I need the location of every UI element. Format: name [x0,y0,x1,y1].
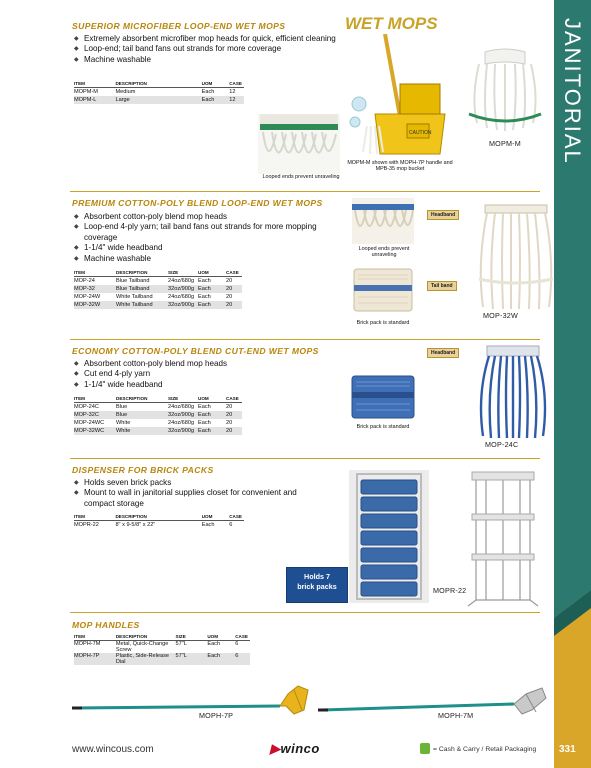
col-header: UOM [202,81,230,88]
winco-logo [270,741,320,757]
col-header: CASE [235,634,248,639]
table-row [74,411,242,419]
section-title-cotton-cut: ECONOMY COTTON-POLY BLEND CUT-END WET MOPS [72,346,319,356]
bullet: ◆ 1-1/4" wide headband [74,243,344,253]
table-row [74,427,242,435]
cell: Each [198,294,211,300]
cell: 57"L [176,653,208,665]
section-title-dispenser: DISPENSER FOR BRICK PACKS [72,465,214,475]
cell: Each [198,278,211,284]
brick-pack-white-photo [352,265,414,315]
bullet: ◆ Extremely absorbent microfiber mop heads for quick, efficient cleaning [74,34,339,44]
cell: Plastic, Side-Release Dial [116,653,176,665]
spec-table-cotton-cut [74,396,242,435]
model-mopr-22: MOPR-22 [433,586,467,595]
bullet: ◆ Mount to wall in janitorial supplies closet for convenient and compact storage [74,488,314,509]
winco-logo-swoosh: ▶ [270,741,281,756]
cell: Blue Tailband [116,278,150,284]
bullet: ◆ Machine washable [74,254,344,264]
table-row [74,419,242,427]
section-divider [70,458,540,459]
model-moph-7p: MOPH-7P [199,711,234,720]
cell: MOP-24C [74,404,99,410]
cell: 20 [226,420,233,426]
cell: White Tailband [116,294,153,300]
col-header: ITEM [74,270,116,277]
col-header: UOM [202,514,230,521]
cell: 12 [229,96,244,104]
spec-table-microfiber [74,81,244,104]
cell: 20 [226,404,233,410]
cell: Each [198,285,226,293]
cell: Each [198,404,211,410]
table-row [74,521,244,530]
svg-text:CAUTION: CAUTION [409,130,432,136]
cell: MOPR-22 [74,522,99,528]
cell: 12 [229,89,236,95]
col-header: DESCRIPTION [115,81,201,88]
cell: MOP-24W [74,294,101,300]
table-row [74,293,242,301]
cell: Metal, Quick-Change Screw [115,641,169,653]
table-row [74,96,244,104]
cell: MOP-24WC [74,420,105,426]
cell: Each [198,301,226,309]
bullet: ◆ Loop-end 4-ply yarn; tail band fans out strands for more mopping coverage [74,222,344,243]
footer-url[interactable]: www.wincous.com [72,744,154,755]
col-header: UOM [198,396,226,403]
col-header: DESCRIPTION [115,514,201,521]
col-header: CASE [229,514,242,519]
section-title-microfiber: SUPERIOR MICROFIBER LOOP-END WET MOPS [72,21,286,31]
cell: MOP-32 [74,285,116,293]
cell: 24oz/680g [168,404,195,410]
section-divider [70,191,540,192]
table-row [74,285,242,293]
cell: MOP-24 [74,278,95,284]
col-header: SIZE [168,396,198,403]
cell: Blue Tailband [116,285,168,293]
cell: MOPH-7M [74,641,101,647]
cell: White [116,420,131,426]
table-row [74,301,242,309]
cell: MOP-32C [74,411,116,419]
cell: Each [201,89,215,95]
cell: 32oz/900g [168,301,198,309]
cell: Large [115,96,201,104]
cell: 20 [226,294,233,300]
tag-headband: Headband [427,210,459,220]
bullet: ◆ 1-1/4" wide headband [74,380,339,390]
caption-bucket: MOPM-M shown with MOPH-7P handle and MPB-35 mop bucket [347,160,453,173]
cell: MOP-32W [74,301,116,309]
section-divider [70,339,540,340]
bullet: ◆ Loop-end; tail band fans out strands for more coverage [74,44,339,54]
cell: 6 [235,641,239,647]
winco-logo-text: winco [280,741,320,756]
col-header: UOM [198,270,226,277]
table-row [74,641,250,654]
table-row [74,277,242,286]
cash-carry-legend: = Cash & Carry / Retail Packaging [433,746,537,753]
caption-looped-cotton: Looped ends prevent unraveling [358,246,410,259]
microfiber-loop-photo [258,114,340,174]
cell: 24oz/680g [168,294,195,300]
table-row [74,653,250,665]
bullet: ◆ Absorbent cotton-poly blend mop heads [74,359,339,369]
cell: 32oz/900g [168,411,198,419]
bullets-cotton-loop [74,212,344,264]
spec-table-dispenser [74,514,244,529]
table-row [74,403,242,412]
col-header: ITEM [74,634,116,641]
col-header: ITEM [74,81,115,88]
bullets-dispenser [74,478,314,509]
cell: Each [207,641,221,647]
spec-table-cotton-loop [74,270,242,309]
dispenser-loaded-photo [349,470,429,603]
model-mop-32w: MOP-32W [483,311,518,320]
col-header: CASE [226,270,242,277]
cell: 57"L [175,641,187,647]
cell: MOP-32WC [74,427,116,435]
section-title-cotton-loop: PREMIUM COTTON-POLY BLEND LOOP-END WET MOPS [72,198,323,208]
cell: White [116,427,168,435]
bullets-cotton-cut [74,359,339,390]
mopm-m-photo [463,48,547,133]
cell: 32oz/900g [168,285,198,293]
model-moph-7m: MOPH-7M [438,711,474,720]
tag-headband-cut: Headband [427,348,459,358]
col-header: ITEM [74,396,116,403]
model-mop-24c: MOP-24C [485,440,519,449]
wet-mops-heading: WET MOPS [345,14,438,33]
cotton-loop-photo [352,198,414,244]
section-title-handles: MOP HANDLES [72,620,140,630]
col-header: SIZE [176,634,208,641]
bucket-photo [345,34,455,159]
cell: Blue [116,404,128,410]
mop-32w-photo [475,203,557,311]
bullet: ◆ Holds seven brick packs [74,478,314,488]
bullet: ◆ Cut end 4-ply yarn [74,369,339,379]
cell: 20 [226,411,242,419]
cell: 6 [229,522,233,528]
corner-decoration [554,590,591,768]
cell: Each [201,522,215,528]
moph-7m-handle-photo [318,680,548,720]
tag-tailband: Tail band [427,281,457,291]
cell: Medium [115,89,136,95]
section-divider [70,612,540,613]
col-header: CASE [229,81,242,86]
brick-pack-blue-photo [350,372,416,422]
col-header: SIZE [168,270,198,277]
bullet: ◆ Machine washable [74,55,339,65]
holds-7-badge [286,567,348,603]
cell: 20 [226,427,242,435]
bullets-microfiber [74,34,339,65]
bullet: ◆ Absorbent cotton-poly blend mop heads [74,212,344,222]
table-row [74,88,244,97]
col-header: DESCRIPTION [116,270,168,277]
col-header: CASE [226,396,242,403]
model-mopm-m: MOPM-M [489,139,521,148]
moph-7p-handle-photo [72,680,312,720]
caption-looped-microfiber: Looped ends prevent unraveling [262,174,340,180]
cell: 8" x 9-5/8" x 22" [115,522,156,528]
cell: 24oz/680g [168,420,195,426]
page-number: 331 [559,744,576,755]
cell: 6 [235,653,250,665]
col-header: UOM [207,634,235,641]
mop-24c-photo [473,344,553,439]
cell: MOPH-7P [74,653,116,665]
side-tab-label: JANITORIAL [560,18,585,165]
cell: White Tailband [116,301,168,309]
cell: Each [198,427,226,435]
cell: 20 [226,285,242,293]
cell: Each [202,96,230,104]
cell: Each [198,411,226,419]
cell: Blue [116,411,168,419]
col-header: ITEM [74,514,115,521]
cell: 20 [226,278,233,284]
spec-table-handles [74,634,250,665]
cell: 24oz/680g [168,278,195,284]
cell: Each [198,420,211,426]
cash-carry-icon [420,743,430,754]
cell: Each [207,653,235,665]
col-header: DESCRIPTION [116,396,168,403]
badge-line: brick packs [297,582,337,591]
col-header: DESCRIPTION [116,634,176,641]
cell: MOPM-L [74,96,115,104]
badge-line: Holds 7 [304,572,330,581]
caption-brick-white: Brick pack is standard [356,320,410,326]
cell: 20 [226,301,242,309]
dispenser-rack-photo [466,470,540,610]
cell: MOPM-M [74,89,98,95]
caption-brick-blue: Brick pack is standard [356,424,410,430]
cell: 32oz/900g [168,427,198,435]
